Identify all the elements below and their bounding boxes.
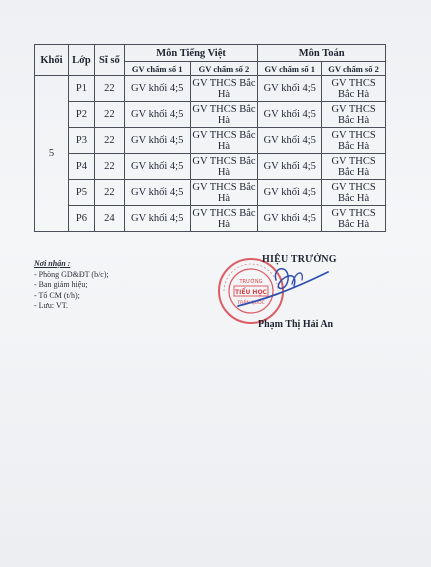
toan-gv1-cell: GV khối 4;5 [258,128,322,154]
table-header-row [35,45,386,62]
recipient-item: - Tổ CM (t/h); [34,290,80,300]
lop-cell: P2 [68,102,94,128]
toan-gv2-cell: GV THCS Bắc Hà [322,102,386,128]
si-so-cell: 22 [94,102,124,128]
recipients-block [34,259,109,312]
svg-text:TRẦN QUỐC: TRẦN QUỐC [237,301,265,306]
si-so-cell: 22 [94,154,124,180]
header-mon-tieng-viet: Môn Tiếng Việt [124,45,258,62]
tv-gv2-cell: GV THCS Bắc Hà [190,128,258,154]
svg-text:TIỂU HỌC: TIỂU HỌC [235,289,267,296]
toan-gv1-cell: GV khối 4;5 [258,206,322,232]
tv-gv2-cell: GV THCS Bắc Hà [190,102,258,128]
header-lop: Lớp [68,45,94,76]
table-row [35,154,386,180]
table-row [35,102,386,128]
tv-gv2-cell: GV THCS Bắc Hà [190,76,258,102]
recipient-item: - Phòng GD&ĐT (b/c); [34,269,109,279]
si-so-cell: 22 [94,128,124,154]
header-toan-gv2: GV chấm số 2 [322,62,386,76]
table-row [35,128,386,154]
si-so-cell: 24 [94,206,124,232]
recipients-title: Nơi nhận : [34,259,71,268]
tv-gv2-cell: GV THCS Bắc Hà [190,154,258,180]
lop-cell: P6 [68,206,94,232]
si-so-cell: 22 [94,180,124,206]
si-so-cell: 22 [94,76,124,102]
tv-gv2-cell: GV THCS Bắc Hà [190,206,258,232]
lop-cell: P5 [68,180,94,206]
tv-gv1-cell: GV khối 4;5 [124,102,190,128]
toan-gv2-cell: GV THCS Bắc Hà [322,180,386,206]
table-row [35,206,386,232]
header-mon-toan: Môn Toán [258,45,386,62]
handwritten-signature-icon [232,262,342,312]
tv-gv1-cell: GV khối 4;5 [124,76,190,102]
lop-cell: P3 [68,128,94,154]
table-row [35,76,386,102]
lop-cell: P1 [68,76,94,102]
recipient-item: - Ban giám hiệu; [34,280,88,289]
header-toan-gv1: GV chấm số 1 [258,62,322,76]
lop-cell: P4 [68,154,94,180]
toan-gv2-cell: GV THCS Bắc Hà [322,154,386,180]
tv-gv1-cell: GV khối 4;5 [124,180,190,206]
toan-gv2-cell: GV THCS Bắc Hà [322,128,386,154]
signer-name: Phạm Thị Hải An [258,319,334,330]
header-tv-gv2: GV chấm số 2 [190,62,258,76]
tv-gv1-cell: GV khối 4;5 [124,206,190,232]
svg-text:TRƯỜNG: TRƯỜNG [239,279,263,285]
tv-gv1-cell: GV khối 4;5 [124,154,190,180]
tv-gv2-cell: GV THCS Bắc Hà [190,180,258,206]
toan-gv2-cell: GV THCS Bắc Hà [322,206,386,232]
toan-gv2-cell: GV THCS Bắc Hà [322,76,386,102]
assignment-table [34,44,386,232]
tv-gv1-cell: GV khối 4;5 [124,128,190,154]
recipient-item: - Lưu: VT. [34,301,69,310]
table-row [35,180,386,206]
toan-gv1-cell: GV khối 4;5 [258,154,322,180]
toan-gv1-cell: GV khối 4;5 [258,76,322,102]
header-khoi: Khối [35,45,69,76]
header-tv-gv1: GV chấm số 1 [124,62,190,76]
header-si-so: Sĩ số [94,45,124,76]
toan-gv1-cell: GV khối 4;5 [258,180,322,206]
khoi-cell: 5 [35,76,69,232]
toan-gv1-cell: GV khối 4;5 [258,102,322,128]
signer-title: HIỆU TRƯỞNG [262,254,337,265]
